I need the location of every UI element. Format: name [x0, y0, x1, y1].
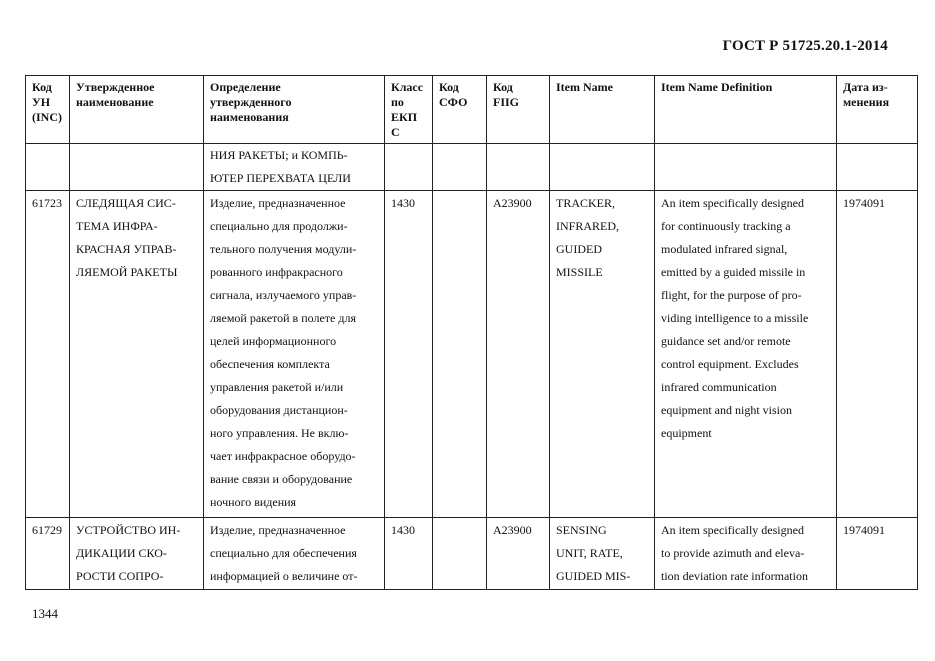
inc-code-cell: 61723: [26, 191, 70, 518]
text-line: СФО: [439, 95, 468, 109]
text-line: ного управления. Не вклю-: [210, 426, 349, 440]
header-row: [26, 76, 918, 144]
definition-cell: [204, 144, 385, 191]
header-name-definition: [204, 76, 385, 144]
page-number: 1344: [32, 606, 58, 621]
text-line: РОСТИ СОПРО-: [76, 569, 164, 583]
text-line: Определение: [210, 80, 281, 94]
document-code: ГОСТ Р 51725.20.1-2014: [722, 38, 888, 54]
text-line: наименования: [210, 110, 289, 124]
text-line: flight, for the purpose of pro-: [661, 288, 802, 302]
fiig-cell: A23900: [487, 191, 550, 518]
text-line: целей информационного: [210, 334, 337, 348]
item-name-cell: [550, 191, 655, 518]
text-line: КРАСНАЯ УПРАВ-: [76, 242, 177, 256]
text-line: рованного инфракрасного: [210, 265, 343, 279]
inc-code-cell: 61729: [26, 518, 70, 590]
text-line: Код: [493, 80, 513, 94]
text-line: control equipment. Excludes: [661, 357, 799, 371]
table-row: [26, 518, 918, 590]
header-sfo-code: [433, 76, 487, 144]
sfo-cell: [433, 191, 487, 518]
text-line: FIIG: [493, 95, 520, 109]
text-line: ЕКП: [391, 110, 418, 124]
text-line: Класс: [391, 80, 424, 94]
text-line: обеспечения комплекта: [210, 357, 330, 371]
table-row: [26, 191, 918, 518]
text-line: утвержденного: [210, 95, 292, 109]
text-line: УН: [32, 95, 51, 109]
change-date-cell: 1974091: [837, 518, 918, 590]
text-line: УСТРОЙСТВО ИН-: [76, 523, 181, 537]
approved-name-cell: [70, 518, 204, 590]
header-fiig-code: [487, 76, 550, 144]
header-inc-code: [26, 76, 70, 144]
header-approved-name: [70, 76, 204, 144]
text-line: Item Name: [556, 80, 613, 94]
text-line: Item Name Definition: [661, 80, 773, 94]
text-line: вание связи и оборудование: [210, 472, 353, 486]
text-line: Код: [439, 80, 459, 94]
text-line: Утвержденное: [76, 80, 155, 94]
text-line: ляемой ракетой в полете для: [210, 311, 356, 325]
text-line: GUIDED MIS-: [556, 569, 631, 583]
text-line: тельного получения модули-: [210, 242, 357, 256]
text-line: guidance set and/or remote: [661, 334, 791, 348]
text-line: (INC): [32, 110, 62, 124]
text-line: чает инфракрасное оборудо-: [210, 449, 356, 463]
text-line: информацией о величине от-: [210, 569, 358, 583]
text-line: Код: [32, 80, 52, 94]
text-line: ночного видения: [210, 495, 297, 509]
class-cell: 1430: [385, 518, 433, 590]
text-line: infrared communication: [661, 380, 777, 394]
text-line: emitted by a guided missile in: [661, 265, 806, 279]
text-line: tion deviation rate information: [661, 569, 808, 583]
text-line: сигнала, излучаемого управ-: [210, 288, 357, 302]
table-row-continuation: [26, 144, 918, 191]
definition-cell: [204, 191, 385, 518]
text-line: INFRARED,: [556, 219, 620, 233]
text-line: An item specifically designed: [661, 196, 804, 210]
text-line: ТЕМА ИНФРА-: [76, 219, 158, 233]
sfo-cell: [433, 518, 487, 590]
text-line: Изделие, предназначенное: [210, 196, 346, 210]
item-definition-cell: [655, 191, 837, 518]
text-line: Изделие, предназначенное: [210, 523, 346, 537]
header-item-name: [550, 76, 655, 144]
approved-name-cell: [70, 191, 204, 518]
text-line: наименование: [76, 95, 154, 109]
text-line: С: [391, 125, 400, 139]
text-line: TRACKER,: [556, 196, 616, 210]
text-line: специально для обеспечения: [210, 546, 357, 560]
class-cell: 1430: [385, 191, 433, 518]
text-line: НИЯ РАКЕТЫ; и КОМПЬ-: [210, 148, 348, 162]
text-line: modulated infrared signal,: [661, 242, 788, 256]
text-line: for continuously tracking a: [661, 219, 791, 233]
text-line: ЮТЕР ПЕРЕХВАТА ЦЕЛИ: [210, 171, 351, 185]
header-change-date: [837, 76, 918, 144]
text-line: Дата из-: [843, 80, 888, 94]
text-line: GUIDED: [556, 242, 602, 256]
text-line: equipment: [661, 426, 712, 440]
text-line: SENSING: [556, 523, 607, 537]
text-line: оборудования дистанцион-: [210, 403, 348, 417]
text-line: MISSILE: [556, 265, 603, 279]
text-line: специально для продолжи-: [210, 219, 348, 233]
text-line: ЛЯЕМОЙ РАКЕТЫ: [76, 265, 178, 279]
item-definition-cell: [655, 518, 837, 590]
text-line: An item specifically designed: [661, 523, 804, 537]
text-line: equipment and night vision: [661, 403, 792, 417]
text-line: UNIT, RATE,: [556, 546, 623, 560]
item-name-cell: [550, 518, 655, 590]
header-item-name-definition: [655, 76, 837, 144]
classification-table: [25, 75, 918, 590]
text-line: ДИКАЦИИ СКО-: [76, 546, 167, 560]
text-line: СЛЕДЯЩАЯ СИС-: [76, 196, 176, 210]
text-line: управления ракетой и/или: [210, 380, 344, 394]
fiig-cell: A23900: [487, 518, 550, 590]
text-line: to provide azimuth and eleva-: [661, 546, 805, 560]
text-line: по: [391, 95, 404, 109]
change-date-cell: 1974091: [837, 191, 918, 518]
header-class: [385, 76, 433, 144]
text-line: viding intelligence to a missile: [661, 311, 809, 325]
definition-cell: [204, 518, 385, 590]
text-line: менения: [843, 95, 890, 109]
